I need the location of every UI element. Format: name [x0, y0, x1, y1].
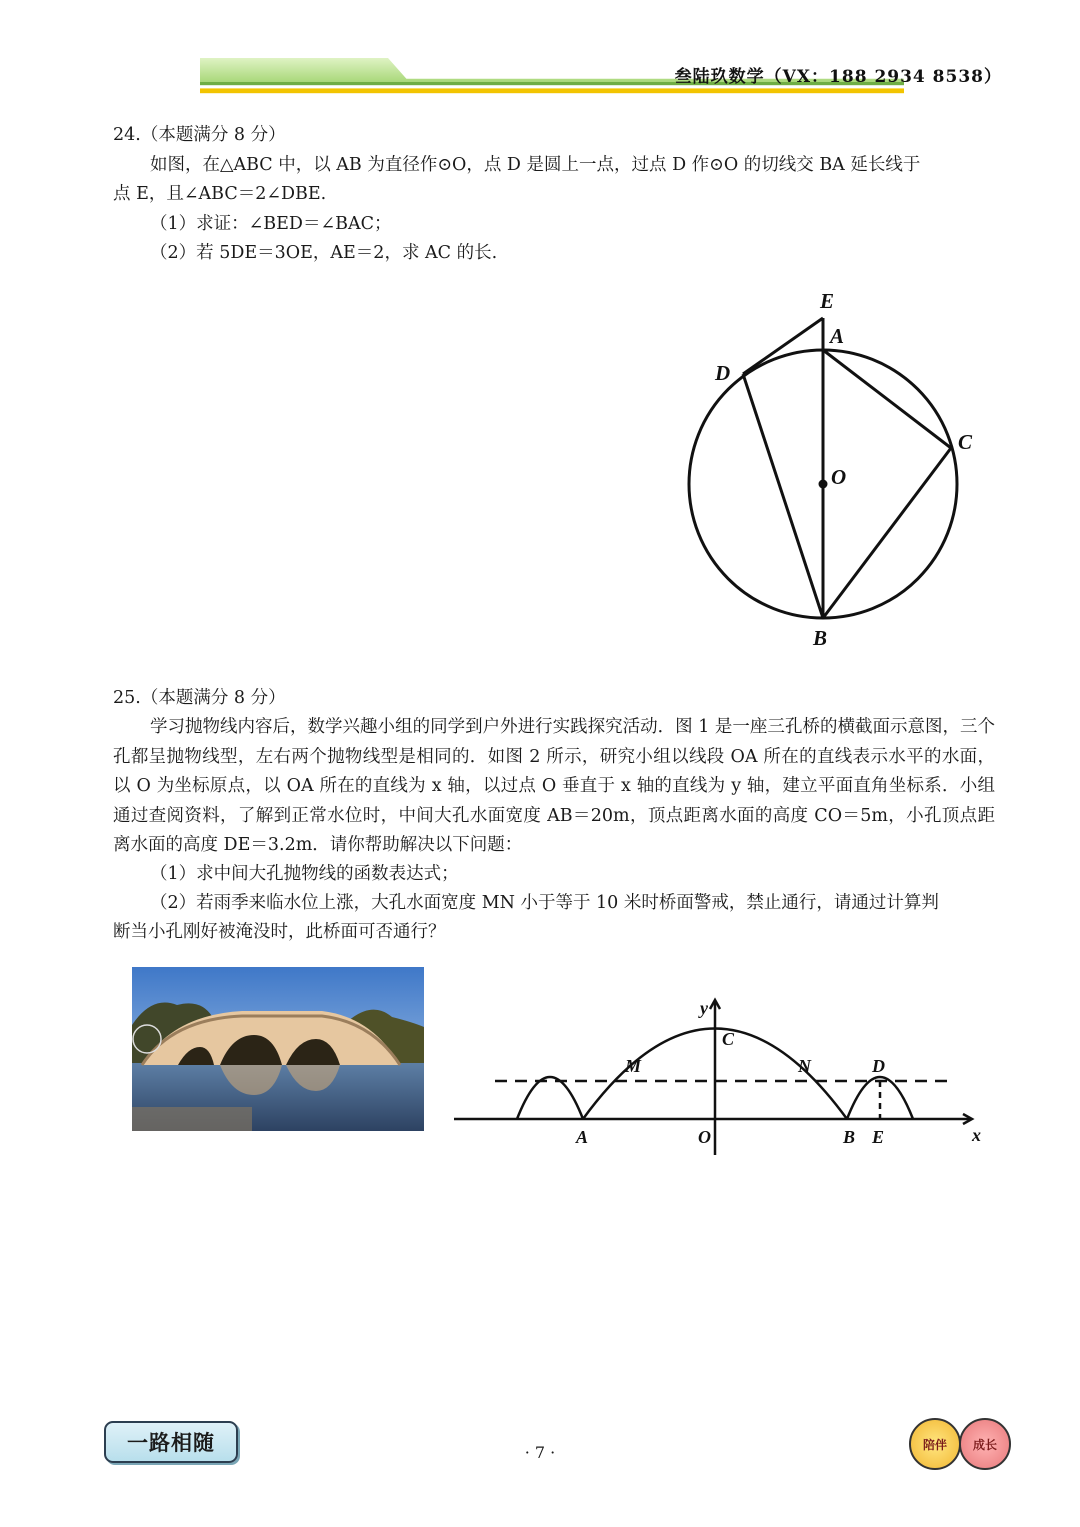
q25-part1: （1）求中间大孔抛物线的函数表达式； — [150, 864, 459, 884]
label-o: O — [698, 1127, 711, 1147]
label-a: A — [576, 1127, 589, 1147]
q25-part2-line2: 断当小孔刚好被淹没时，此桥面可否通行？ — [113, 922, 446, 942]
q25-heading: 25.（本题满分 8 分） — [113, 688, 286, 708]
label-c: C — [722, 1029, 735, 1049]
seal-companion: 陪伴 — [909, 1418, 961, 1470]
label-y: y — [700, 998, 708, 1018]
seal-growth: 成长 — [959, 1418, 1011, 1470]
label-d: D — [872, 1056, 885, 1076]
label-n: N — [798, 1056, 811, 1076]
label-o: O — [831, 465, 847, 489]
label-b: B — [813, 626, 828, 650]
segment-db — [743, 374, 823, 618]
footer-badge: 一路相随 — [104, 1421, 238, 1463]
q24-part2: （2）若 5DE＝3OE，AE＝2，求 AC 的长. — [150, 243, 498, 263]
q25-part2-line1: （2）若雨季来临水位上涨，大孔水面宽度 MN 小于等于 10 米时桥面警戒，禁止通行，请通过计算判 — [150, 893, 939, 913]
label-c: C — [958, 430, 973, 454]
q24-line1: 如图，在△ABC 中，以 AB 为直径作⊙O，点 D 是圆上一点，过点 D 作⊙O 的切线交 BA 延长线于 — [150, 155, 921, 175]
left-arch — [517, 1077, 583, 1119]
q24-line2: 点 E，且∠ABC＝2∠DBE. — [113, 184, 327, 204]
page-number: · 7 · — [524, 1443, 556, 1462]
header-title: 叁陆玖数学（VX：188 2934 8538） — [674, 67, 1002, 87]
q25-paragraph: 学习抛物线内容后，数学兴趣小组的同学到户外进行实践探究活动．图 1 是一座三孔桥的横截面示意图，三个孔都呈抛物线型，左右两个抛物线型是相同的．如图 2 所示，研究小组以线段 OA 所在的直线表示水平的水面，以 O 为坐标原点，以 OA 所在的直线为 x 轴，以过点 O 垂直于 x 轴的直线为 y 轴，建立平面直角坐标系．小组通过查阅资料，了解到正常水位时，中间大孔水面宽度 AB＝20m，顶点距离水面的高度 CO＝5m，小孔顶点距离水面的高度 DE＝3.2m．请你帮助解决以下问题： — [113, 717, 995, 856]
label-e: E — [872, 1127, 885, 1147]
bridge-photo — [132, 967, 424, 1131]
q24-part1: （1）求证：∠BED＝∠BAC； — [150, 214, 392, 234]
tangent-ed — [743, 318, 823, 374]
label-a: A — [830, 324, 845, 348]
q25-parabola-figure — [450, 995, 990, 1160]
q24-circle-figure — [680, 285, 980, 655]
label-b: B — [843, 1127, 856, 1147]
center-point — [819, 480, 828, 489]
label-e: E — [820, 289, 835, 313]
label-d: D — [715, 361, 731, 385]
label-m: M — [625, 1056, 642, 1076]
q24-heading: 24.（本题满分 8 分） — [113, 125, 286, 145]
label-x: x — [972, 1125, 981, 1145]
